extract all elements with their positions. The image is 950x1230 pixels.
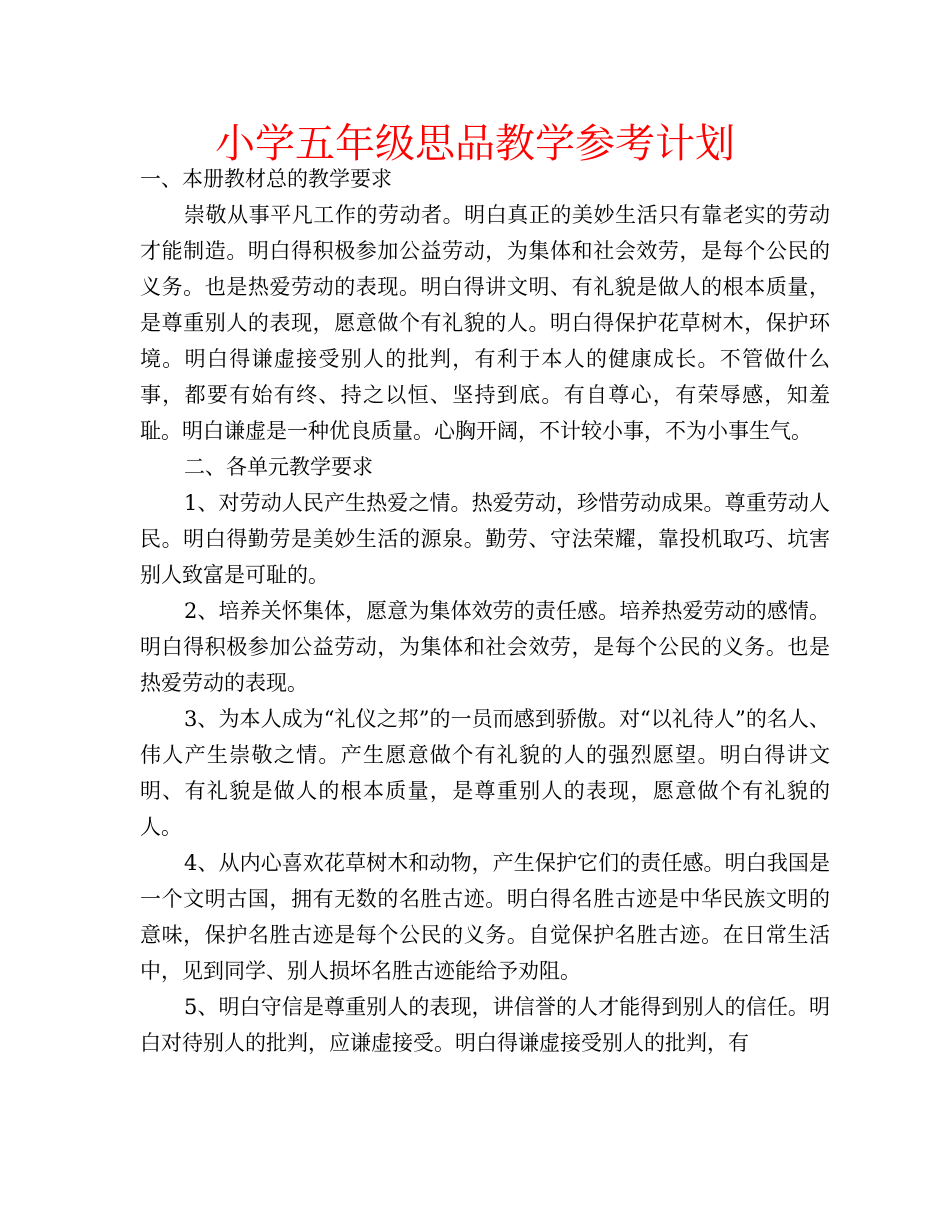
section-heading-2: 二、各单元教学要求: [184, 455, 373, 479]
paragraph-item-2: 2、培养关怀集体，愿意为集体效劳的责任感。培养热爱劳动的感情。明白得积极参加公益劳动，为集体和社会效劳，是每个公民的义务。也是热爱劳动的表现。: [140, 599, 830, 695]
document-title: 小学五年级思品教学参考计划: [215, 121, 735, 167]
paragraph-overview: 崇敬从事平凡工作的劳动者。明白真正的美妙生活只有靠老实的劳动才能制造。明白得积极参加公益劳动，为集体和社会效劳，是每个公民的义务。也是热爱劳动的表现。明白得讲文明、有礼貌是做人的根本质量，是尊重别人的表现，愿意做个有礼貌的人。明白得保护花草树木，保护环境。明白得谦虚接受别人的批判，有利于本人的健康成长。不管做什么事，都要有始有终、持之以恒、坚持到底。有自尊心，有荣辱感，知羞耻。明白谦虚是一种优良质量。心胸开阔，不计较小事，不为小事生气。: [140, 203, 830, 443]
paragraph-item-1: 1、对劳动人民产生热爱之情。热爱劳动，珍惜劳动成果。尊重劳动人民。明白得勤劳是美妙生活的源泉。勤劳、守法荣耀，靠投机取巧、坑害别人致富是可耻的。: [140, 491, 830, 587]
paragraph-item-5: 5、明白守信是尊重别人的表现，讲信誉的人才能得到别人的信任。明白对待别人的批判，应谦虚接受。明白得谦虚接受别人的批判，有: [140, 995, 830, 1055]
document-body: [140, 161, 830, 1061]
paragraph-item-3: 3、为本人成为“礼仪之邦”的一员而感到骄傲。对“以礼待人”的名人、伟人产生崇敬之情。产生愿意做个有礼貌的人的强烈愿望。明白得讲文明、有礼貌是做人的根本质量，是尊重别人的表现，愿意做个有礼貌的人。: [140, 707, 830, 839]
paragraph-item-4: 4、从内心喜欢花草树木和动物，产生保护它们的责任感。明白我国是一个文明古国，拥有无数的名胜古迹。明白得名胜古迹是中华民族文明的意味，保护名胜古迹是每个公民的义务。自觉保护名胜古迹。在日常生活中，见到同学、别人损坏名胜古迹能给予劝阻。: [140, 851, 830, 983]
section-heading-1: 一、本册教材总的教学要求: [140, 167, 392, 191]
